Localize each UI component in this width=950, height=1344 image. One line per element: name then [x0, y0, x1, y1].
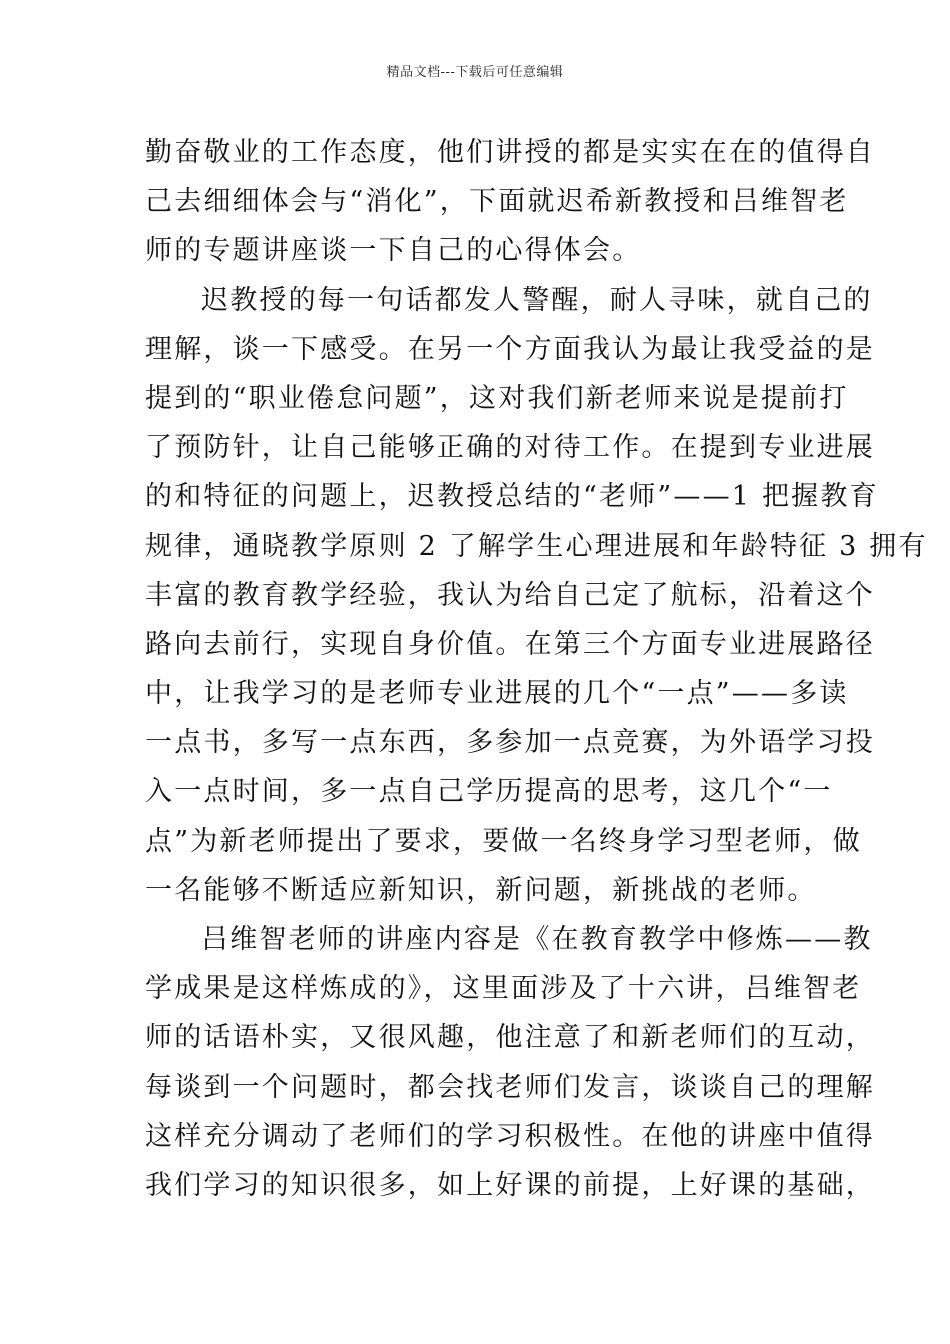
- text-line: 入一点时间，多一点自己学历提高的思考，这几个“一: [145, 776, 833, 808]
- text-line: 提到的“职业倦怠问题”，这对我们新老师来说是提前打: [145, 382, 849, 414]
- text-line: 我们学习的知识很多，如上好课的前提，上好课的基础，: [145, 1169, 875, 1201]
- text-line: 中，让我学习的是老师专业进展的几个“一点”——多读: [145, 678, 849, 710]
- page-header: 精品文档---下载后可任意编辑: [386, 65, 564, 80]
- text-line: 理解，谈一下感受。在另一个方面我认为最让我受益的是: [145, 333, 875, 365]
- paragraph-2: [145, 276, 928, 915]
- text-line: 师的话语朴实，又很风趣，他注意了和新老师们的互动，: [145, 1022, 875, 1054]
- text-line: 己去细细体会与“消化”，下面就迟希新教授和吕维智老: [145, 186, 849, 218]
- text-line: 路向去前行，实现自身价值。在第三个方面专业进展路径: [145, 628, 875, 660]
- text-line: 学成果是这样炼成的》，这里面涉及了十六讲，吕维智老: [145, 973, 862, 1005]
- text-line: 这样充分调动了老师们的学习积极性。在他的讲座中值得: [145, 1120, 875, 1152]
- text-line: 规律，通晓教学原则 2 了解学生心理进展和年龄特征 3 拥有: [145, 530, 928, 562]
- text-line: 的和特征的问题上，迟教授总结的“老师”——1 把握教育: [145, 481, 879, 513]
- text-line: 点”为新老师提出了要求，要做一名终身学习型老师，做: [145, 825, 862, 857]
- text-line: 一点书，多写一点东西，多参加一点竞赛，为外语学习投: [145, 727, 875, 759]
- text-line: 每谈到一个问题时，都会找老师们发言，谈谈自己的理解: [145, 1071, 875, 1103]
- text-line: 一名能够不断适应新知识，新问题，新挑战的老师。: [145, 874, 817, 906]
- paragraph-1: [145, 128, 875, 276]
- text-line: 勤奋敬业的工作态度，他们讲授的都是实实在在的值得自: [145, 137, 875, 168]
- text-line: 丰富的教育教学经验，我认为给自己定了航标，沿着这个: [145, 579, 875, 611]
- text-line: 迟教授的每一句话都发人警醒，耐人寻味，就自己的: [201, 284, 873, 316]
- document-body: [145, 128, 928, 1210]
- text-line: 师的专题讲座谈一下自己的心得体会。: [145, 235, 642, 267]
- paragraph-3: [145, 915, 875, 1210]
- text-line: 吕维智老师的讲座内容是《在教育教学中修炼——教: [201, 924, 873, 955]
- text-line: 了预防针，让自己能够正确的对待工作。在提到专业进展: [145, 432, 875, 464]
